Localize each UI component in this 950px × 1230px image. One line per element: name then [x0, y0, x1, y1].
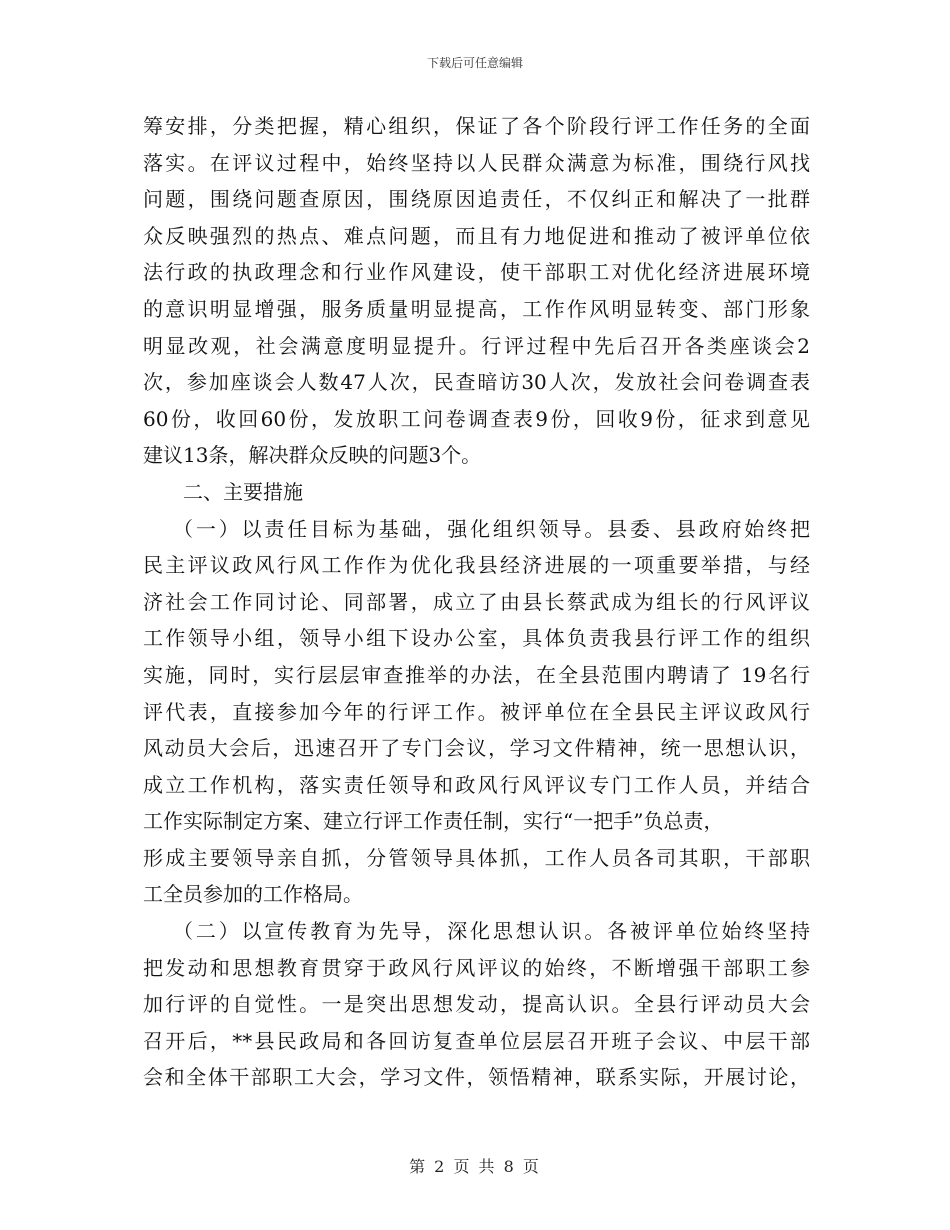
- text-line: 工全员参加的工作格局。: [143, 882, 363, 907]
- text-line: 建议13条，解决群众反映的问题3个。: [143, 443, 482, 468]
- text-line: 筹安排，分类把握，精心组织，保证了各个阶段行评工作任务的全面: [143, 114, 810, 138]
- text-line: 法行政的执政理念和行业作风建设，使干部职工对优化经济进展环境: [143, 260, 810, 285]
- text-line: 形成主要领导亲自抓，分管领导具体抓，工作人员各司其职，干部职: [143, 845, 810, 870]
- page-number: 第 2 页 共 8 页: [409, 1157, 541, 1176]
- text-line: （二）以宣传教育为先导，深化思想认识。各被评单位始终坚持: [173, 919, 810, 944]
- text-line: 落实。在评议过程中，始终坚持以人民群众满意为标准，围绕行风找: [143, 150, 810, 175]
- text-line: （一）以责任目标为基础，强化组织领导。县委、县政府始终把: [173, 516, 810, 541]
- section-heading: 二、主要措施: [183, 479, 303, 504]
- text-line: 60份，收回60份，发放职工问卷调查表9份，回收9份，征求到意见: [143, 406, 810, 431]
- page-header: 下载后可任意编辑: [426, 56, 523, 70]
- text-line: 众反映强烈的热点、难点问题，而且有力地促进和推动了被评单位依: [143, 223, 810, 248]
- text-line: 把发动和思想教育贯穿于政风行风评议的始终，不断增强干部职工参: [143, 955, 810, 980]
- text-line: 召开后，**县民政局和各回访复查单位层层召开班子会议、中层干部: [143, 1028, 810, 1053]
- text-line: 评代表，直接参加今年的行评工作。被评单位在全县民主评议政风行: [143, 699, 810, 724]
- text-line: 成立工作机构，落实责任领导和政风行风评议专门工作人员，并结合: [143, 772, 810, 797]
- text-line: 实施，同时，实行层层审查推举的办法，在全县范围内聘请了 19名行: [143, 662, 810, 687]
- text-line: 的意识明显增强，服务质量明显提高，工作作风明显转变、部门形象: [143, 296, 810, 321]
- text-line: 问题，围绕问题查原因，围绕原因追责任，不仅纠正和解决了一批群: [143, 187, 810, 212]
- text-line: 民主评议政风行风工作作为优化我县经济进展的一项重要举措，与经: [143, 553, 810, 578]
- text-line: 次，参加座谈会人数47人次，民查暗访30人次，发放社会问卷调查表: [143, 370, 810, 395]
- text-line: 工作领导小组，领导小组下设办公室，具体负责我县行评工作的组织: [143, 626, 810, 651]
- text-line: 济社会工作同讨论、同部署，成立了由县长蔡武成为组长的行风评议: [143, 589, 810, 614]
- text-line: 风动员大会后，迅速召开了专门会议，学习文件精神，统一思想认识，: [143, 736, 810, 761]
- text-line: 加行评的自觉性。一是突出思想发动，提高认识。全县行评动员大会: [143, 992, 810, 1017]
- text-line: 会和全体干部职工大会，学习文件，领悟精神，联系实际，开展讨论，: [143, 1065, 810, 1090]
- text-line: 工作实际制定方案、建立行评工作责任制，实行“一把手”负总责，: [143, 809, 724, 834]
- document-body: [143, 108, 810, 1096]
- text-line: 明显改观，社会满意度明显提升。行评过程中先后召开各类座谈会2: [143, 333, 810, 358]
